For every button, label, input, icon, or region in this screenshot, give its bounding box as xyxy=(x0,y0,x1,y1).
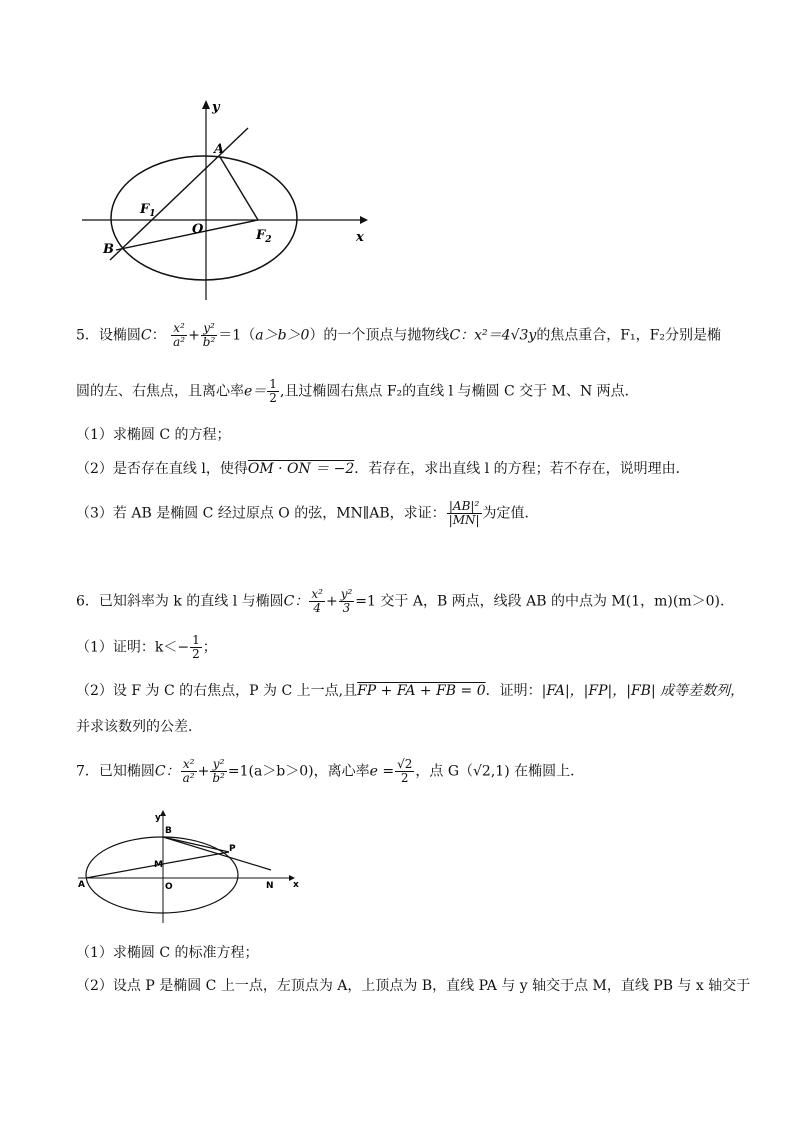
q5-part3 xyxy=(76,500,539,527)
q7-part1: （1）求椭圆 C 的标准方程； xyxy=(76,945,259,961)
q6-ell: C： xyxy=(283,593,309,610)
q5-part2 xyxy=(76,458,690,478)
q5-frac-y: $\frac{\text{y²}}{\text{b²}}$ xyxy=(202,321,216,349)
q6-frac-x: $\frac{\text{x²}}{4}$ xyxy=(311,587,323,615)
q5-colon: ： xyxy=(151,327,166,344)
q5-text2: 的焦点重合，F₁，F₂分别是椭 xyxy=(536,327,721,344)
q5-number: 5．设椭圆 xyxy=(76,327,141,344)
q7-c: C： xyxy=(154,763,180,780)
q7-e: e = xyxy=(369,763,395,780)
q5-line2 xyxy=(76,378,639,405)
line-BP xyxy=(163,837,229,852)
q5-line2b: ,且过椭圆右焦点 F₂的直线 l 与椭圆 C 交于 M、N 两点． xyxy=(279,383,639,400)
y-axis-arrow xyxy=(202,100,210,109)
x-axis-arrow xyxy=(360,216,368,224)
label-M-2: M xyxy=(154,860,163,870)
q6-line1: 6．已知斜率为 k 的直线 l 与椭圆C： $\frac{\text{x²}}{4}$ + $\frac{\text{y²}}{3}$ =1 交于 A，B 两点，线段 AB 的中点为 M(1，m)(m＞0)． xyxy=(76,587,734,615)
segment-BF2 xyxy=(116,220,258,250)
q6-p2b: ．证明： xyxy=(485,683,542,699)
label-x-2: x xyxy=(293,880,299,890)
label-A-2: A xyxy=(78,880,85,890)
label-y: y xyxy=(212,100,220,115)
q6-frac-half: $\frac{1}{2}$ xyxy=(192,633,200,661)
q5-p3a: （3）若 AB 是椭圆 C 经过原点 O 的弦，MN∥AB，求证： xyxy=(76,505,446,522)
q5-p3b: 为定值． xyxy=(482,505,539,522)
q7-l1c: ，点 G（√2,1) 在椭圆上． xyxy=(415,763,585,780)
label-O: O xyxy=(192,222,204,237)
q5-line2a: 圆的左、右焦点，且离心率 xyxy=(76,383,244,400)
q5-p2vec: OM · ON ＝ −2 xyxy=(247,461,355,477)
q6-l1b: =1 交于 A，B 两点，线段 AB 的中点为 M(1，m)(m＞0)． xyxy=(355,593,734,610)
q5-frac-ratio: $\frac{\text{|AB|²}}{|MN|}$ xyxy=(448,499,480,527)
q6-p2a: （2）设 F 为 C 的右焦点，P 为 C 上一点,且 xyxy=(76,683,358,699)
q5-e-eq: e＝ xyxy=(244,383,267,400)
q6-part2-cont: 并求该数列的公差． xyxy=(76,719,202,735)
line-BN xyxy=(163,837,271,870)
label-F1: $F_1$ xyxy=(140,202,156,219)
label-F2: $F_2$ xyxy=(256,228,272,245)
q5-part1: （1）求椭圆 C 的方程； xyxy=(76,427,231,443)
q6-p2c: |FA|，|FP|，|FB| 成等差数列， xyxy=(541,683,745,699)
figure-ellipse-1 xyxy=(70,95,380,310)
q7-line1: 7．已知椭圆C： $\frac{\text{x²}}{\text{a²}}$ + $\frac{\text{y²}}{\text{b²}}$ =1(a＞b＞0)，离心率e = $\frac{√2}{2}$ ，点 G（√2,1) 在椭圆上． xyxy=(76,757,585,785)
label-y-2: y xyxy=(155,813,161,823)
q5-frac-x: $\frac{\text{x²}}{\text{a²}}$ xyxy=(173,321,186,349)
q7-frac-x: $\frac{\text{x²}}{\text{a²}}$ xyxy=(182,757,195,785)
q6-part2 xyxy=(76,680,744,700)
y-axis-arrow-2 xyxy=(160,810,166,816)
label-N-2: N xyxy=(266,881,274,891)
q6-part1 xyxy=(76,634,217,661)
q7-frac-y: $\frac{\text{y²}}{\text{b²}}$ xyxy=(212,757,225,785)
label-O-2: O xyxy=(165,882,173,892)
segment-AF2 xyxy=(220,157,258,220)
line-AB xyxy=(110,128,248,260)
q5-parabola: C：x²＝4√3y xyxy=(449,327,537,344)
q6-frac-y: $\frac{\text{y²}}{3}$ xyxy=(340,587,353,615)
q6-p2vec: FP + FA + FB = 0 xyxy=(357,683,486,699)
q5-p2b: ．若存在，求出直线 l 的方程；若不存在，说明理由． xyxy=(354,461,690,477)
q6-p1a: （1）证明：k＜− xyxy=(76,639,190,656)
q6-p1b: ； xyxy=(202,639,217,656)
label-B-2: B xyxy=(165,826,172,836)
q7-l1b: =1(a＞b＞0)，离心率 xyxy=(227,763,370,780)
label-A: A xyxy=(214,142,225,157)
q7-frac-e: $\frac{√2}{2}$ xyxy=(397,757,413,785)
q6-l1a: 6．已知斜率为 k 的直线 l 与椭圆 xyxy=(76,593,284,610)
figure-ellipse-2 xyxy=(75,808,315,933)
q5-line1: 5．设椭圆C： $\frac{\text{x²}}{\text{a²}}$ + $\frac{\text{y²}}{\text{b²}}$ ＝1（a＞b＞0）的一个顶点与抛物线C：x²＝4√3y的焦点重合，F₁，F₂分别是椭 xyxy=(76,321,721,349)
q5-eq1: ＝1（ xyxy=(218,327,256,344)
label-P-2: P xyxy=(229,844,236,854)
q5-cond: a＞b＞0 xyxy=(255,327,310,344)
ellipse-curve xyxy=(111,156,297,280)
q5-text1: ）的一个顶点与抛物线 xyxy=(309,327,450,344)
q5-p2a: （2）是否存在直线 l，使得 xyxy=(76,461,248,477)
q7-part2: （2）设点 P 是椭圆 C 上一点，左顶点为 A，上顶点为 B，直线 PA 与 y 轴交于点 M，直线 PB 与 x 轴交于 xyxy=(76,978,751,994)
q5-frac-half: $\frac{1}{2}$ xyxy=(269,377,277,405)
q5-c: C xyxy=(140,327,152,344)
q7-l1a: 7．已知椭圆 xyxy=(76,763,155,780)
label-x: x xyxy=(356,230,364,245)
label-B: B xyxy=(103,242,114,257)
